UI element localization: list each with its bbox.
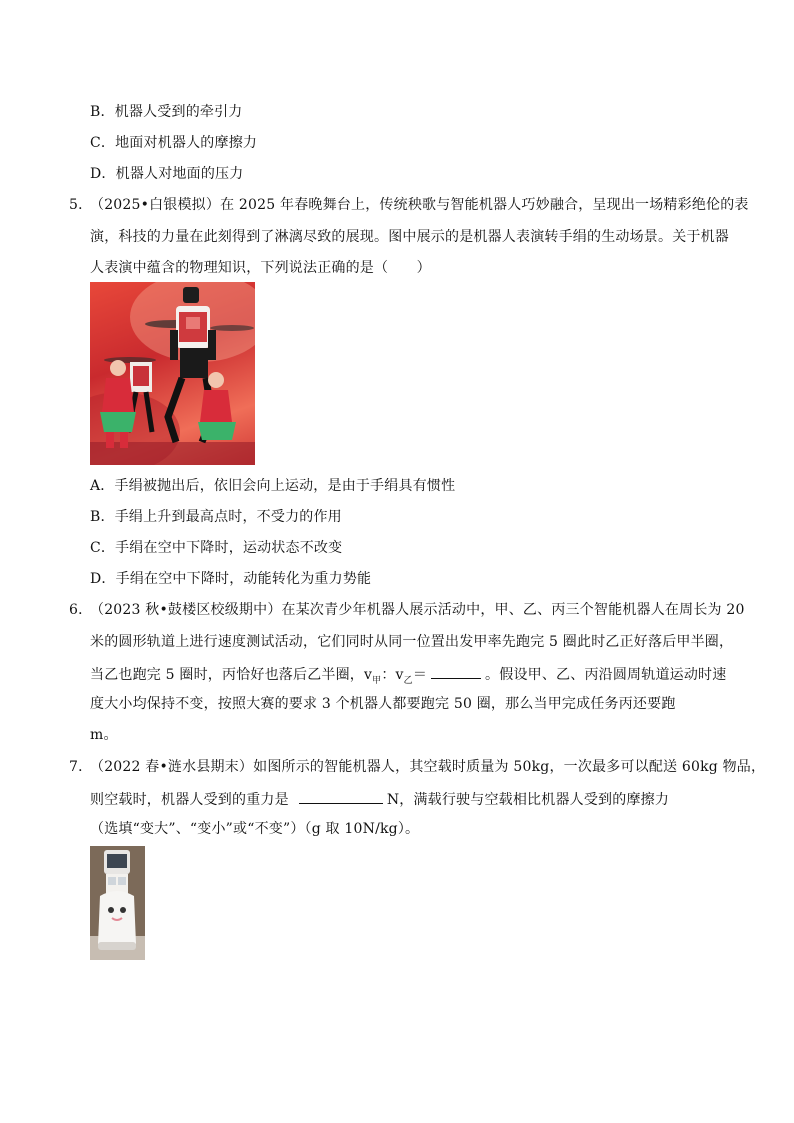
robot-dance-illustration	[90, 282, 255, 465]
q7-line-1: （2022 春•涟水县期末）如图所示的智能机器人，其空载时质量为 50kg，一次最多可以配送 60kg 物品，	[90, 759, 766, 775]
q5-line-3: 人表演中蕴含的物理知识，下列说法正确的是（ ）	[90, 260, 431, 276]
q6-answer-blank-ratio[interactable]	[431, 664, 481, 679]
q5-option-d: D．手绢在空中下降时，动能转化为重力势能	[90, 571, 372, 587]
q7-line-3: （选填“变大”、“变小”或“不变”）（g 取 10N/kg）。	[90, 821, 420, 837]
q5-option-a: A．手绢被抛出后，依旧会向上运动，是由于手绢具有惯性	[90, 478, 456, 494]
q5-line-2: 演，科技的力量在此刻得到了淋漓尽致的展现。图中展示的是机器人表演转手绢的生动场景。关于机器	[90, 229, 729, 245]
q6-line-3-part-a: 当乙也跑完 5 圈时，丙恰好也落后乙半圈，v	[90, 667, 373, 683]
q5-number: 5．	[69, 197, 93, 213]
prev-option-c: C．地面对机器人的摩擦力	[90, 135, 258, 151]
q6-line-2: 米的圆形轨道上进行速度测试活动，它们同时从同一位置出发甲率先跑完 5 圈此时乙正好落后甲半圈，	[90, 634, 734, 650]
delivery-robot-illustration	[90, 846, 145, 960]
q5-robot-dance-photo	[90, 282, 255, 465]
q6-line-4: 度大小均保持不变，按照大赛的要求 3 个机器人都要跑完 50 圈，那么当甲完成任务丙还要跑	[90, 696, 676, 712]
q6-sub-yi: 乙	[403, 675, 413, 686]
q6-sub-jia: 甲	[372, 675, 382, 686]
q7-number: 7．	[69, 759, 93, 775]
q7-line-2	[90, 789, 669, 809]
q7-line-2-part-a: 则空载时，机器人受到的重力是	[90, 792, 289, 808]
q6-number: 6．	[69, 602, 93, 618]
prev-option-d: D．机器人对地面的压力	[90, 166, 244, 182]
q7-line-2-part-b: N，满载行驶与空载相比机器人受到的摩擦力	[386, 792, 670, 808]
q6-line-3-part-d: 。假设甲、乙、丙沿圆周轨道运动时速	[485, 667, 727, 683]
q7-answer-blank-gravity[interactable]	[299, 789, 383, 804]
q6-line-5: m。	[90, 727, 118, 743]
q5-line-1: （2025•白银模拟）在 2025 年春晚舞台上，传统秧歌与智能机器人巧妙融合，呈现出一场精彩绝伦的表	[90, 197, 749, 213]
q6-line-3-part-c: ＝	[412, 667, 428, 683]
q6-line-3-part-b: ：v	[381, 667, 404, 683]
q6-line-1: （2023 秋•鼓楼区校级期中）在某次青少年机器人展示活动中，甲、乙、丙三个智能机器人在周长为 20	[90, 602, 745, 618]
prev-option-b: B．机器人受到的牵引力	[90, 104, 243, 120]
q5-option-b: B．手绢上升到最高点时，不受力的作用	[90, 509, 342, 525]
q6-line-3	[90, 664, 726, 690]
q5-option-c: C．手绢在空中下降时，运动状态不改变	[90, 540, 343, 556]
q7-delivery-robot-photo	[90, 846, 145, 960]
